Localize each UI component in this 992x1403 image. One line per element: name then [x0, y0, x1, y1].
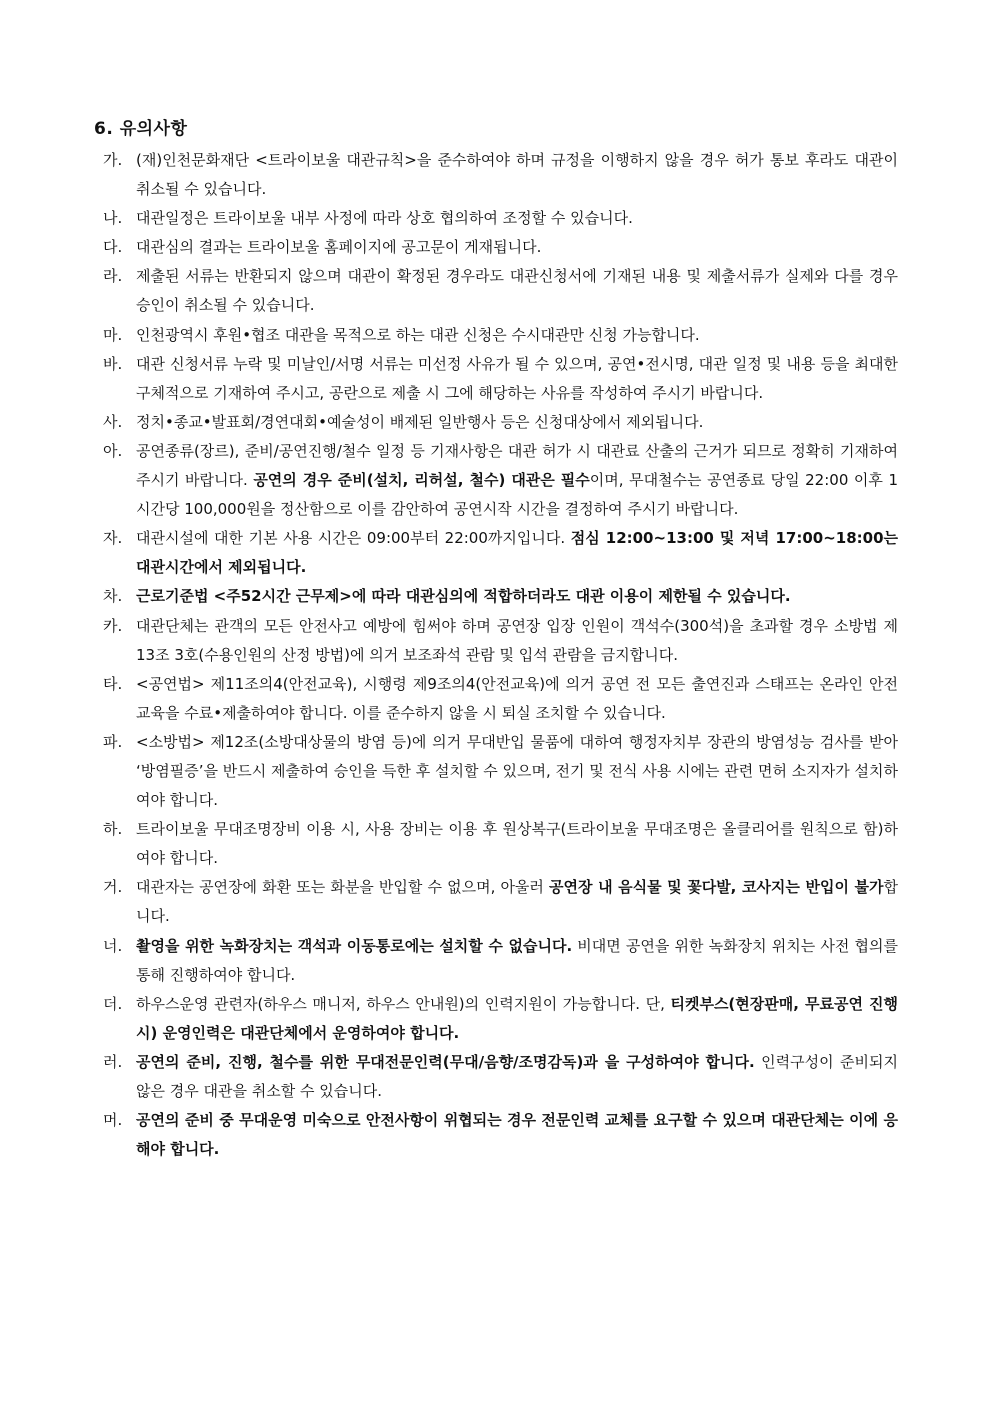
item-marker: 가. — [103, 151, 123, 169]
text-segment: 인력구성이 준비되지 않은 경우 대관을 취소할 수 있습니다. — [136, 1052, 898, 1100]
item-text — [136, 262, 898, 320]
item-text — [136, 873, 898, 931]
item-marker: 자. — [103, 529, 123, 548]
text-segment: 공연종류(장르), 준비/공연진행/철수 일정 등 기재사항은 대관 허가 시 대관료 산출의 근거가 되므로 정확히 기재하여 주시기 바랍니다. — [136, 441, 898, 490]
bold-text-segment: 공연의 준비 중 무대운영 미숙으로 안전사항이 위협되는 경우 전문인력 교체를 요구할 수 있으며 대관단체는 이에 응해야 합니다. — [136, 1111, 898, 1159]
item-text — [136, 612, 898, 670]
item-text — [136, 815, 898, 873]
text-segment: 대관시설에 대한 기본 사용 시간은 09:00부터 22:00까지입니다. — [136, 529, 571, 548]
item-marker: 차. — [103, 587, 123, 606]
item-text — [136, 1106, 898, 1164]
list-item — [103, 146, 898, 204]
list-item — [103, 262, 898, 320]
item-marker: 사. — [103, 412, 123, 431]
item-text — [136, 932, 898, 990]
item-marker: 하. — [103, 820, 123, 839]
item-marker: 카. — [103, 616, 123, 635]
item-marker: 다. — [103, 238, 123, 257]
text-segment: 비대면 공연을 위한 녹화장치 위치는 사전 협의를 통해 진행하여야 합니다. — [136, 936, 898, 984]
item-marker: 나. — [103, 209, 123, 228]
text-segment: 대관단체는 관객의 모든 안전사고 예방에 힘써야 하며 공연장 입장 인원이 객석수(300석)을 초과할 경우 소방법 제13조 3호(수용인원의 산정 방법)에 의거 보조좌석 관람 및 입석 관람을 금지합니다. — [136, 616, 898, 664]
item-text — [136, 321, 898, 350]
list-item — [103, 321, 898, 350]
item-marker: 러. — [103, 1052, 123, 1071]
item-text — [136, 990, 898, 1048]
list-item — [103, 990, 898, 1048]
bold-text-segment: 티켓부스(현장판매, 무료공연 진행 시) 운영인력은 대관단체에서 운영하여야 합니다. — [136, 994, 898, 1042]
item-text — [136, 146, 898, 204]
bold-text-segment: 근로기준법 <주52시간 근무제>에 따라 대관심의에 적합하더라도 대관 이용이 제한될 수 있습니다. — [136, 587, 791, 606]
item-text — [136, 1048, 898, 1106]
text-segment: 대관심의 결과는 트라이보울 홈페이지에 공고문이 게재됩니다. — [136, 238, 542, 257]
item-text — [136, 524, 898, 582]
list-item — [103, 815, 898, 873]
list-item — [103, 1106, 898, 1164]
list-item — [103, 670, 898, 728]
list-item — [103, 437, 898, 524]
text-segment: 트라이보울 무대조명장비 이용 시, 사용 장비는 이용 후 원상복구(트라이보울 무대조명은 올클리어를 원칙으로 함)하여야 합니다. — [136, 820, 898, 868]
bold-text-segment: 공연의 준비, 진행, 철수를 위한 무대전문인력(무대/음향/조명감독)과 을 구성하여야 합니다. — [136, 1052, 755, 1071]
text-segment: 정치•종교•발표회/경연대회•예술성이 배제된 일반행사 등은 신청대상에서 제외됩니다. — [136, 412, 704, 431]
bold-text-segment: 공연장 내 음식물 및 꽃다발, 코사지는 반입이 불가 — [549, 878, 884, 897]
section-heading: 6. 유의사항 — [94, 119, 188, 139]
item-marker: 더. — [103, 994, 123, 1013]
list-item — [103, 612, 898, 670]
text-segment: 합니다. — [136, 878, 898, 926]
text-segment: <공연법> 제11조의4(안전교육), 시행령 제9조의4(안전교육)에 의거 공연 전 모든 출연진과 스태프는 온라인 안전교육을 수료•제출하여야 합니다. 이를 준수하지 않을 시 퇴실 조치할 수 있습니다. — [136, 674, 898, 722]
text-segment: 제출된 서류는 반환되지 않으며 대관이 확정된 경우라도 대관신청서에 기재된 내용 및 제출서류가 실제와 다를 경우 승인이 취소될 수 있습니다. — [136, 267, 898, 315]
list-item — [103, 582, 898, 611]
item-marker: 라. — [103, 267, 123, 286]
item-marker: 거. — [103, 878, 123, 897]
item-marker: 바. — [103, 354, 123, 373]
item-marker: 타. — [103, 674, 123, 693]
item-text — [136, 408, 898, 437]
list-item — [103, 408, 898, 437]
item-text — [136, 728, 898, 815]
item-marker: 파. — [103, 732, 123, 751]
text-segment: 대관 신청서류 누락 및 미날인/서명 서류는 미선정 사유가 될 수 있으며, 공연•전시명, 대관 일정 및 내용 등을 최대한 구체적으로 기재하여 주시고, 공란으로 제출 시 그에 해당하는 사유를 작성하여 주시기 바랍니다. — [136, 354, 898, 402]
text-segment: <소방법> 제12조(소방대상물의 방염 등)에 의거 무대반입 물품에 대하여 행정자치부 장관의 방염성능 검사를 받아 ‘방염필증’을 반드시 제출하여 승인을 득한 후 설치할 수 있으며, 전기 및 전식 사용 시에는 관련 면허 소지자가 설치하여야 합니다. — [136, 732, 898, 810]
list-item — [103, 728, 898, 815]
list-item — [103, 873, 898, 931]
item-marker: 마. — [103, 325, 123, 344]
list-item — [103, 932, 898, 990]
text-segment: 이며, 무대철수는 공연종료 당일 22:00 이후 1시간당 100,000원을 정산함으로 이를 감안하여 공연시작 시간을 결정하여 주시기 바랍니다. — [136, 471, 898, 519]
list-item — [103, 350, 898, 408]
bold-text-segment: 공연의 경우 준비(설치, 리허설, 철수) 대관은 필수 — [253, 471, 590, 490]
item-marker: 너. — [103, 936, 123, 955]
text-segment: 인천광역시 후원•협조 대관을 목적으로 하는 대관 신청은 수시대관만 신청 가능합니다. — [136, 325, 700, 344]
text-segment: (재)인천문화재단 <트라이보울 대관규칙>을 준수하여야 하며 규정을 이행하지 않을 경우 허가 통보 후라도 대관이 취소될 수 있습니다. — [136, 151, 898, 199]
item-text — [136, 350, 898, 408]
item-text — [136, 582, 898, 611]
item-marker: 아. — [103, 441, 123, 460]
text-segment: 하우스운영 관련자(하우스 매니저, 하우스 안내원)의 인력지원이 가능합니다. 단, — [136, 994, 671, 1013]
bold-text-segment: 점심 12:00~13:00 및 저녁 17:00~18:00는 대관시간에서 제외됩니다. — [136, 529, 898, 577]
item-text — [136, 437, 898, 524]
list-item — [103, 233, 898, 262]
list-item — [103, 524, 898, 582]
item-marker: 머. — [103, 1111, 123, 1130]
item-text — [136, 204, 898, 233]
notice-list — [103, 146, 898, 1164]
item-text — [136, 233, 898, 262]
list-item — [103, 204, 898, 233]
text-segment: 대관일정은 트라이보울 내부 사정에 따라 상호 협의하여 조정할 수 있습니다. — [136, 209, 633, 228]
text-segment: 대관자는 공연장에 화환 또는 화분을 반입할 수 없으며, 아울러 — [136, 878, 550, 897]
bold-text-segment: 촬영을 위한 녹화장치는 객석과 이동통로에는 설치할 수 없습니다. — [136, 936, 573, 955]
list-item — [103, 1048, 898, 1106]
item-text — [136, 670, 898, 728]
